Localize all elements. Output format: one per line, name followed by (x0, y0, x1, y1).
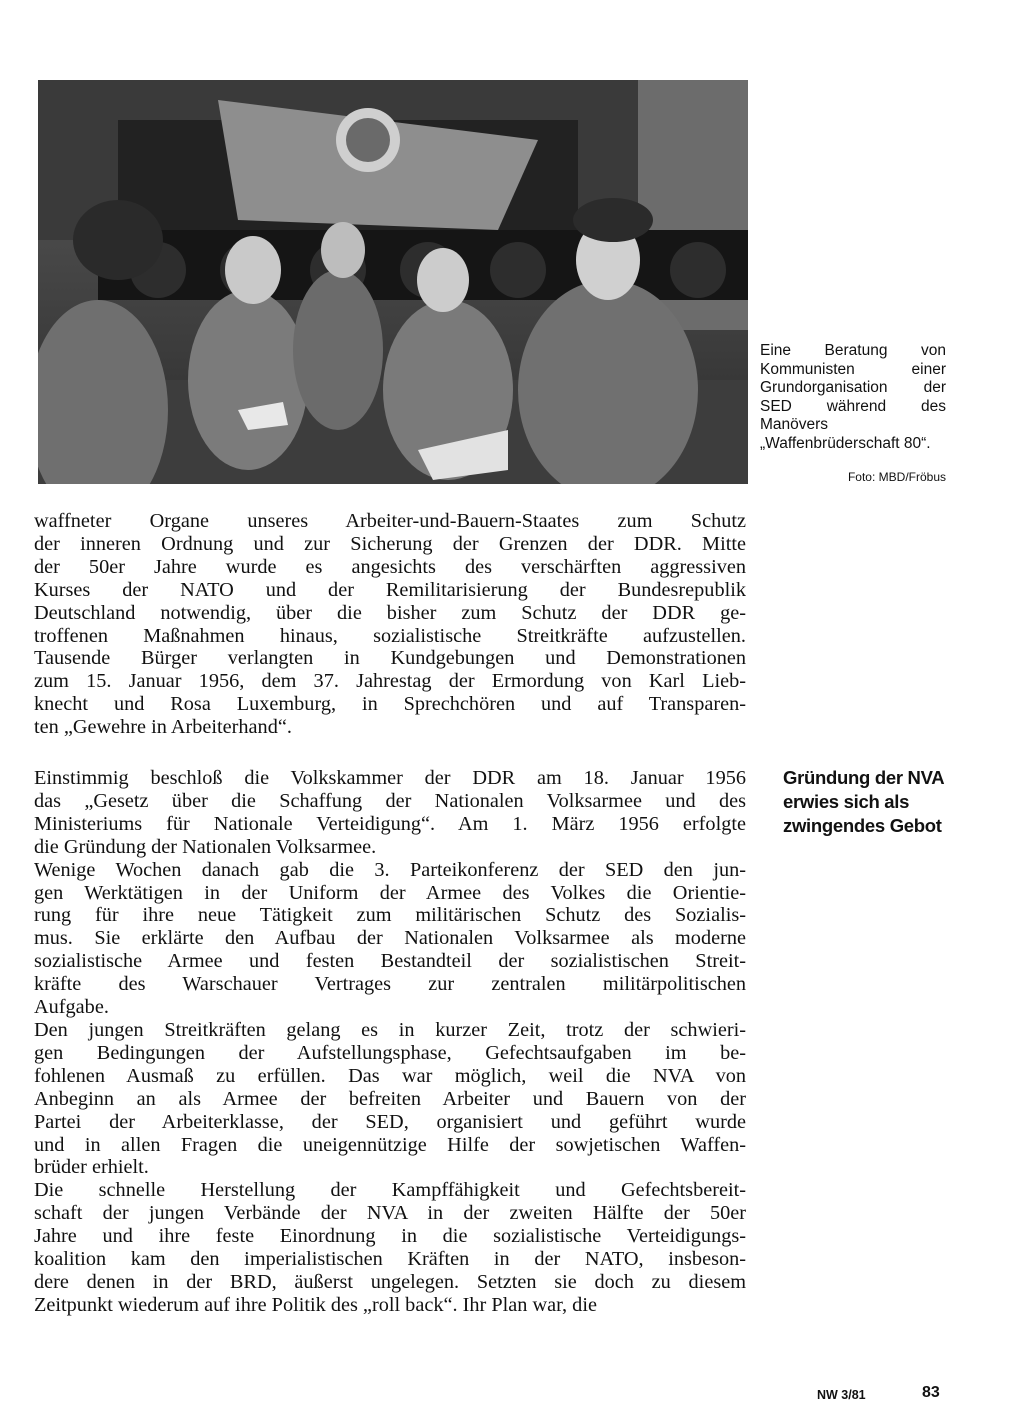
text-line: koalition kam den imperialistischen Kräften in der NATO, insbeson- (34, 1248, 746, 1271)
text-line: gen Werktätigen in der Uniform der Armee des Volkes die Orientie- (34, 881, 746, 904)
page-number: 83 (922, 1384, 940, 1401)
photo-credit: Foto: MBD/Fröbus (847, 470, 946, 484)
text-line: Wenige Wochen danach gab die 3. Parteikonferenz der SED den jun- (34, 858, 746, 881)
text-line: der 50er Jahre wurde es angesichts des verschärften aggressiven (34, 555, 746, 578)
text-line: das „Gesetz über die Schaffung der Nationalen Volksarmee und des (34, 789, 746, 812)
text-line: Jahre und ihre feste Einordnung in die sozialistische Verteidigungs- (34, 1225, 746, 1248)
text-line: Anbeginn an als Armee der befreiten Arbeiter und Bauern von der (34, 1087, 746, 1110)
article-paragraph-2 (34, 767, 746, 1317)
photo-image (38, 80, 748, 484)
side-heading: Gründung der NVA erwies sich als zwingendes Gebot (783, 767, 944, 836)
article-paragraph-1 (34, 510, 746, 739)
text-line: schaft der jungen Verbände der NVA in der zweiten Hälfte der 50er (34, 1202, 746, 1225)
text-line: ten „Gewehre in Arbeiterhand“. (34, 716, 292, 739)
text-line: Zeitpunkt wiederum auf ihre Politik des „roll back“. Ihr Plan war, die (34, 1293, 597, 1316)
text-line: Kurses der NATO und der Remilitarisierung der Bundesrepublik (34, 578, 746, 601)
text-line: mus. Sie erklärte den Aufbau der Nationalen Volksarmee als moderne (34, 927, 746, 950)
photo-caption: Eine Beratung von Kommunisten einer Grundorganisation der SED während des Manövers „Waffenbrüderschaft 80“. (760, 342, 946, 452)
article-photo (38, 80, 748, 484)
text-line: Deutschland notwendig, über die bisher zum Schutz der DDR ge- (34, 601, 746, 624)
text-line: rung für ihre neue Tätigkeit zum militärischen Schutz des Sozialis- (34, 904, 746, 927)
text-line: gen Bedingungen der Aufstellungsphase, Gefechtsaufgaben im be- (34, 1041, 746, 1064)
text-line: dere denen in der BRD, äußerst ungelegen. Setzten sie doch zu diesem (34, 1270, 746, 1293)
text-line: troffenen Maßnahmen hinaus, sozialistische Streitkräfte aufzustellen. (34, 624, 746, 647)
text-line: fohlenen Ausmaß zu erfüllen. Das war möglich, weil die NVA von (34, 1064, 746, 1087)
text-line: Partei der Arbeiterklasse, der SED, organisiert und geführt wurde (34, 1110, 746, 1133)
text-line: knecht und Rosa Luxemburg, in Sprechchören und auf Transparen- (34, 693, 746, 716)
text-line: sozialistische Armee und festen Bestandteil der sozialistischen Streit- (34, 950, 746, 973)
text-line: Ministeriums für Nationale Verteidigung“. Am 1. März 1956 erfolgte (34, 812, 746, 835)
text-line: und in allen Fragen die uneigennützige Hilfe der sowjetischen Waffen- (34, 1133, 746, 1156)
text-line: Tausende Bürger verlangten in Kundgebungen und Demonstrationen (34, 647, 746, 670)
issue-reference: NW 3/81 (817, 1388, 866, 1402)
text-line: Einstimmig beschloß die Volkskammer der DDR am 18. Januar 1956 (34, 767, 746, 789)
text-line: waffneter Organe unseres Arbeiter-und-Bauern-Staates zum Schutz (34, 510, 746, 532)
text-line: die Gründung der Nationalen Volksarmee. (34, 835, 377, 858)
text-line: Aufgabe. (34, 996, 109, 1019)
text-line: Die schnelle Herstellung der Kampffähigkeit und Gefechtsbereit- (34, 1179, 746, 1202)
text-line: brüder erhielt. (34, 1156, 149, 1179)
text-line: Den jungen Streitkräften gelang es in kurzer Zeit, trotz der schwieri- (34, 1018, 746, 1041)
text-line: zum 15. Januar 1956, dem 37. Jahrestag der Ermordung von Karl Lieb- (34, 670, 746, 693)
text-line: kräfte des Warschauer Vertrages zur zentralen militärpolitischen (34, 973, 746, 996)
text-line: der inneren Ordnung und zur Sicherung der Grenzen der DDR. Mitte (34, 532, 746, 555)
